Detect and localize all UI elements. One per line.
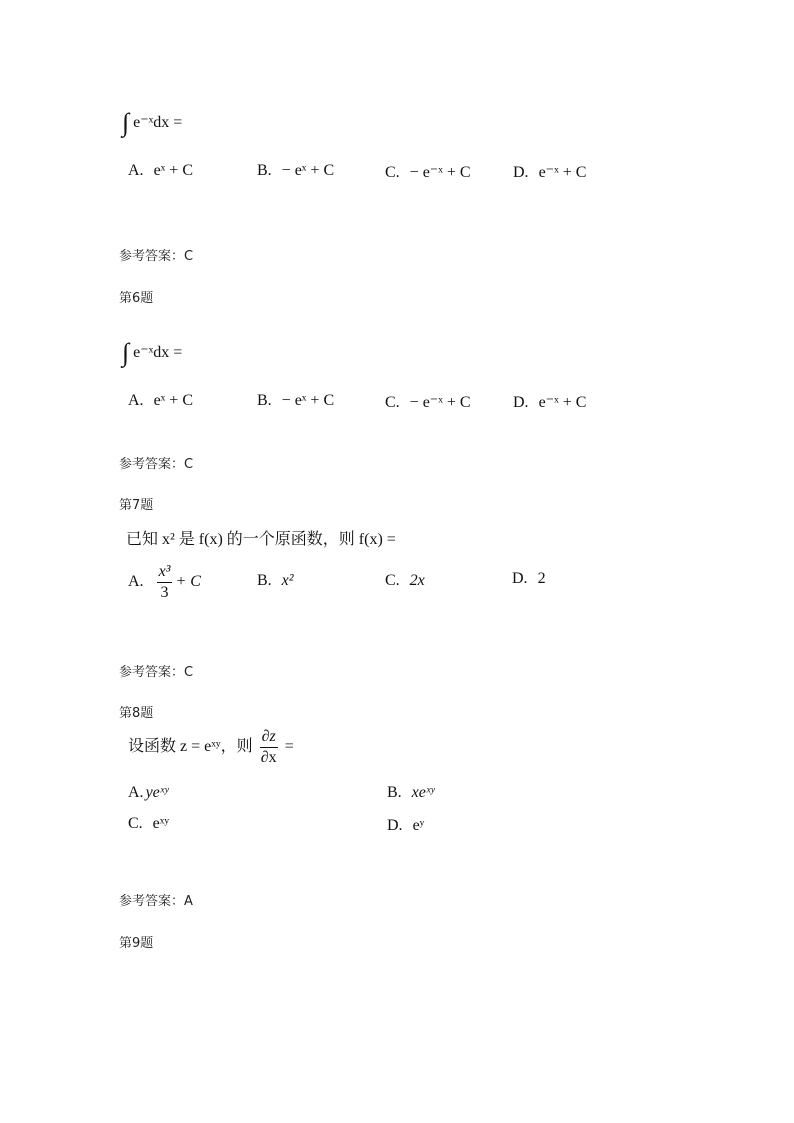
q7-option-a: A. $\frac{\text{x³}}{3}$ + C [128,563,201,601]
q8-stem: 设函数 z = eˣʸ，则 $\frac{\partial z}{\partial x}$ = [128,728,294,766]
q7-option-d: D. 2 [512,570,546,587]
q5-answer: 参考答案：C [119,249,194,264]
q6-number: 第6题 [119,291,154,306]
q6-stem: ∫ e⁻ˣdx = [122,338,183,367]
q6-option-c: C. − e⁻ˣ + C [385,394,471,411]
q8-number: 第8题 [119,706,154,721]
q8-answer: 参考答案：A [119,894,193,909]
q6-option-b: B. − eˣ + C [257,392,335,409]
q7-stem: 已知 x² 是 f(x) 的一个原函数，则 f(x) = [126,531,396,548]
q6-answer: 参考答案：C [119,457,194,472]
integral-sign: ∫ [122,108,130,137]
q8-option-c: C. eˣʸ [128,815,170,832]
q5-option-b: B. − eˣ + C [257,162,335,179]
q5-option-a: A. eˣ + C [128,162,193,179]
q7-number: 第7题 [119,498,154,513]
q8-option-d: D. eʸ [387,817,425,834]
q7-option-c: C. 2x [385,572,425,589]
q7-answer: 参考答案：C [119,665,194,680]
q6-option-d: D. e⁻ˣ + C [513,394,587,411]
q6-option-a: A. eˣ + C [128,392,193,409]
fraction: $\frac{\text{x³}}{3}$ [158,563,171,601]
integral-sign: ∫ [122,338,130,367]
q5-option-c: C. − e⁻ˣ + C [385,164,471,181]
q7-option-b: B. x² [257,572,294,589]
q9-number: 第9题 [119,936,154,951]
q5-option-d: D. e⁻ˣ + C [513,164,587,181]
q8-option-a: A. yeˣʸ [128,784,169,801]
q8-option-b: B. xeˣʸ [387,784,435,801]
partial-derivative-fraction: $\frac{\partial z}{\partial x}$ [260,728,277,766]
q5-stem: ∫ e⁻ˣdx = [122,108,183,137]
